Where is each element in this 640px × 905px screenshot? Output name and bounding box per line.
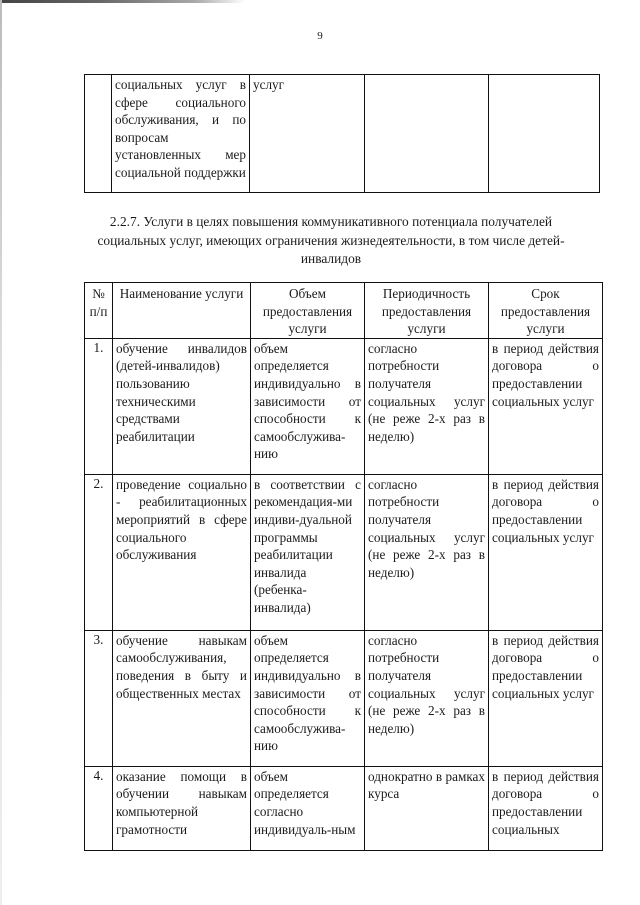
table-row: [85, 766, 603, 850]
cell-volume: объем определяется индивидуально в зависимости от способности к самообслужива-нию: [251, 630, 365, 766]
cell-num: 2.: [85, 474, 113, 630]
top-table-continuation: [84, 74, 600, 193]
section-heading: 2.2.7. Услуги в целях повышения коммуникативного потенциала получателей социальных услуг, имеющих ограничения жизнедеятельности, в том числе детей-инвалидов: [97, 214, 565, 266]
cell-name: обучение инвалидов (детей-инвалидов) пользованию техническими средствами реабилитации: [113, 338, 251, 474]
cell-term: в период действия договора о предоставлении социальных: [489, 766, 603, 850]
table-row: [85, 474, 603, 630]
cell-name: социальных услуг в сфере социального обслуживания, и по вопросам установленных мер социальной поддержки: [112, 75, 250, 193]
cell-volume: объем определяется индивидуально в зависимости от способности к самообслужива-нию: [251, 338, 365, 474]
header-term: Срок предоставления услуги: [489, 283, 603, 339]
scan-edge-left: [0, 0, 2, 905]
cell-name: обучение навыкам самообслуживания, поведения в быту и общественных местах: [113, 630, 251, 766]
services-table: [84, 282, 603, 851]
header-volume: Объем предоставления услуги: [251, 283, 365, 339]
page-number: 9: [317, 30, 323, 42]
header-name: Наименование услуги: [113, 283, 251, 339]
scan-edge-top: [0, 0, 245, 3]
table-row: [85, 630, 603, 766]
cell-periodicity: [365, 75, 489, 193]
table-row: [85, 75, 600, 193]
table-header-row: [85, 283, 603, 339]
cell-num: 4.: [85, 766, 113, 850]
cell-num: 1.: [85, 338, 113, 474]
table-row: [85, 338, 603, 474]
cell-periodicity: однократно в рамках курса: [365, 766, 489, 850]
cell-name: проведение социально - реабилитационных мероприятий в сфере социального обслуживания: [113, 474, 251, 630]
cell-name: оказание помощи в обучении навыкам компьютерной грамотности: [113, 766, 251, 850]
cell-volume: в соответствии с рекомендация-ми индиви-дуальной программы реабилитации инвалида (ребенка-инвалида): [251, 474, 365, 630]
cell-num: [85, 75, 112, 193]
header-num: № п/п: [85, 283, 113, 339]
cell-term: в период действия договора о предоставлении социальных услуг: [489, 630, 603, 766]
cell-num: 3.: [85, 630, 113, 766]
cell-term: [489, 75, 600, 193]
cell-periodicity: согласно потребности получателя социальных услуг (не реже 2-х раз в неделю): [365, 474, 489, 630]
header-periodicity: Периодичность предоставления услуги: [365, 283, 489, 339]
cell-periodicity: согласно потребности получателя социальных услуг (не реже 2-х раз в неделю): [365, 338, 489, 474]
cell-volume: услуг: [250, 75, 365, 193]
cell-term: в период действия договора о предоставлении социальных услуг: [489, 474, 603, 630]
cell-volume: объем определяется согласно индивидуаль-ным: [251, 766, 365, 850]
cell-periodicity: согласно потребности получателя социальных услуг (не реже 2-х раз в неделю): [365, 630, 489, 766]
cell-term: в период действия договора о предоставлении социальных услуг: [489, 338, 603, 474]
